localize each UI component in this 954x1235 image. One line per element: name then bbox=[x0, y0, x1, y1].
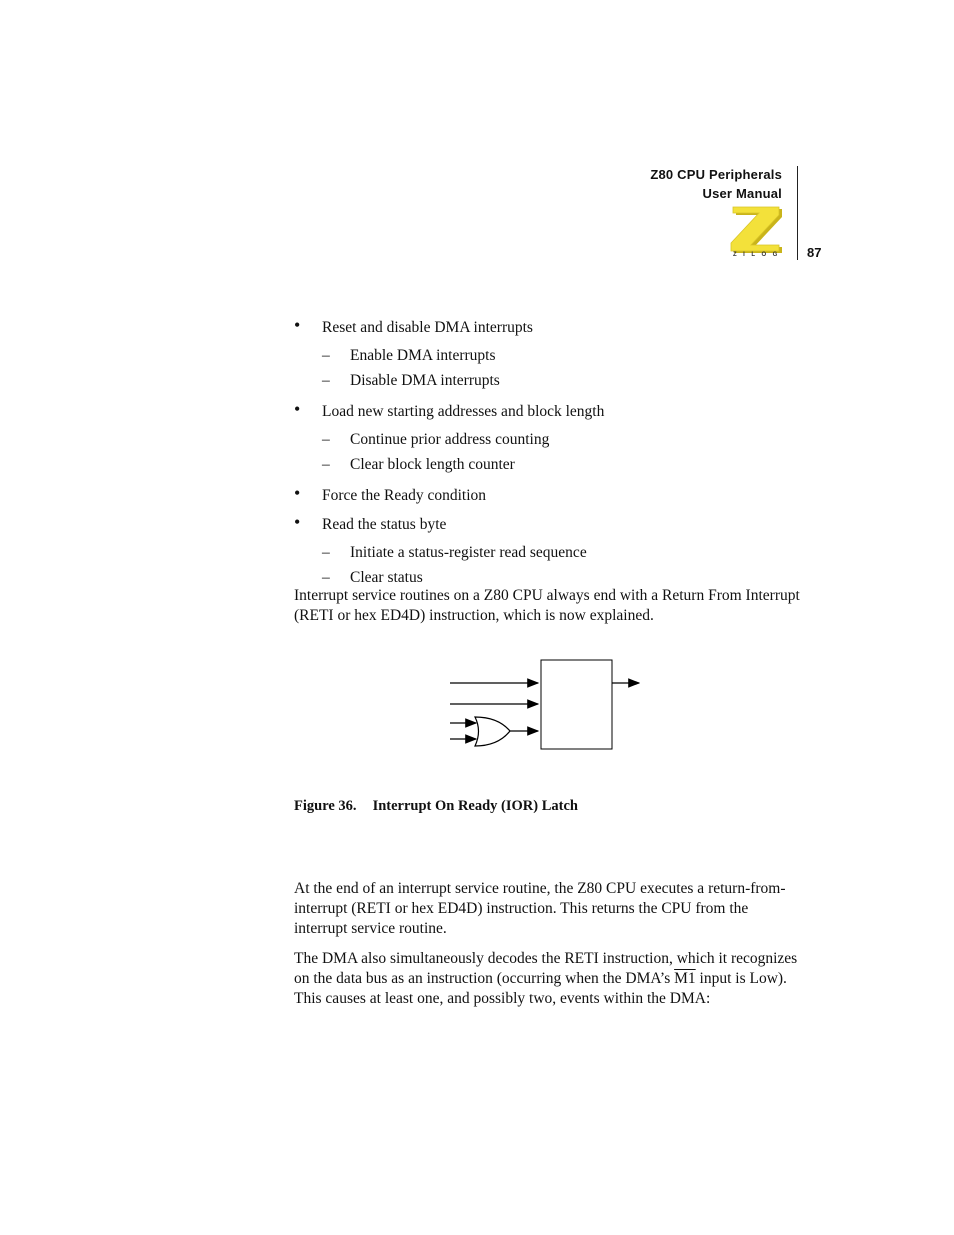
or-gate-icon bbox=[475, 717, 510, 746]
paragraph-dma-decode bbox=[294, 949, 804, 1009]
sub-list-item-text: Initiate a status-register read sequence bbox=[350, 544, 587, 561]
sub-list-item-text: Clear block length counter bbox=[350, 456, 515, 473]
paragraph-intro: Interrupt service routines on a Z80 CPU always end with a Return From Interrupt (RETI or hex ED4D) instruction, which is now explained. bbox=[294, 587, 800, 624]
list-item-text: Force the Ready condition bbox=[322, 487, 486, 504]
bullet-icon: • bbox=[294, 315, 301, 335]
bullet-icon: • bbox=[294, 512, 301, 532]
sub-list-item bbox=[294, 427, 814, 452]
page-number: 87 bbox=[807, 245, 822, 260]
sub-list-item-text: Clear status bbox=[350, 569, 423, 586]
list-item bbox=[294, 315, 814, 338]
latch-block bbox=[541, 660, 612, 749]
figure-title: Interrupt On Ready (IOR) Latch bbox=[372, 798, 578, 814]
paragraph-text: input is Low). This causes at least one, and possibly two, events within the DMA: bbox=[294, 970, 787, 1007]
sub-list-item-text: Enable DMA interrupts bbox=[350, 347, 496, 364]
list-item-text: Read the status byte bbox=[322, 516, 447, 533]
sub-list-item bbox=[294, 540, 814, 565]
list-item bbox=[294, 483, 814, 506]
sub-list-item bbox=[294, 368, 814, 393]
bullet-icon: • bbox=[294, 399, 301, 419]
figure-caption bbox=[294, 796, 578, 816]
list-item-text: Load new starting addresses and block length bbox=[322, 403, 605, 420]
dash-icon: – bbox=[322, 431, 330, 448]
dash-icon: – bbox=[322, 569, 330, 586]
manual-title bbox=[650, 165, 782, 203]
dash-icon: – bbox=[322, 456, 330, 473]
list-item-text: Reset and disable DMA interrupts bbox=[322, 319, 533, 336]
dash-icon: – bbox=[322, 544, 330, 561]
paragraph-reti: At the end of an interrupt service routine, the Z80 CPU executes a return-from-interrupt (RETI or hex ED4D) instruction. This returns the CPU from the interrupt service routine. bbox=[294, 880, 786, 937]
sub-list-item bbox=[294, 343, 814, 368]
list-item bbox=[294, 512, 814, 535]
logo-wordmark: ZILOG bbox=[733, 252, 784, 258]
sub-list-item-text: Continue prior address counting bbox=[350, 431, 550, 448]
figure-label: Figure 36. bbox=[294, 798, 357, 814]
bullet-list bbox=[294, 315, 814, 590]
bullet-icon: • bbox=[294, 483, 301, 503]
list-item bbox=[294, 399, 814, 422]
manual-title-line1: Z80 CPU Peripherals bbox=[650, 167, 782, 182]
sub-list-item bbox=[294, 452, 814, 477]
sub-list-item-text: Disable DMA interrupts bbox=[350, 372, 500, 389]
manual-title-line2: User Manual bbox=[702, 186, 782, 201]
m1-signal: M1 bbox=[674, 970, 696, 987]
paragraph-text: The DMA also simultaneously decodes the RETI instruction, which it recognizes on the data bus as an instruction (occurring when the DMA’s bbox=[294, 950, 798, 987]
header-divider bbox=[797, 166, 798, 260]
dash-icon: – bbox=[322, 347, 330, 364]
dash-icon: – bbox=[322, 372, 330, 389]
ior-latch-diagram bbox=[448, 655, 648, 755]
